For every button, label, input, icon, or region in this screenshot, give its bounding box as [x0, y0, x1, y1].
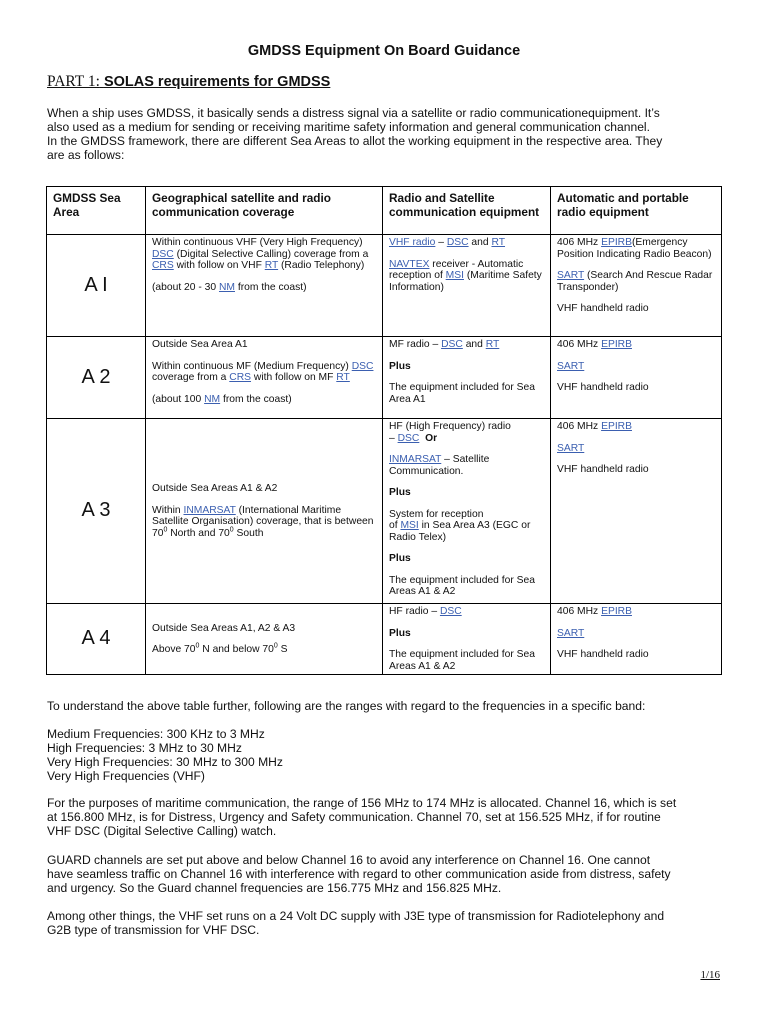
epirb-link[interactable]: EPIRB [601, 237, 632, 248]
paragraph-line: GUARD channels are set put above and below Channel 16 to avoid any interference on Channel 16. One cannot [47, 853, 651, 867]
rt-link[interactable]: RT [485, 339, 500, 350]
intro-line: When a ship uses GMDSS, it basically sends a distress signal via a satellite or radio communicationequipment. It’s [47, 106, 660, 120]
page-number: 1/16 [700, 969, 720, 981]
crs-link[interactable]: CRS [152, 260, 174, 271]
part-label: PART 1: [47, 73, 100, 90]
frequency-item: High Frequencies: 3 MHz to 30 MHz [47, 741, 242, 755]
dsc-link[interactable]: DSC [439, 606, 462, 617]
navtex-link[interactable]: NAVTEX [389, 258, 430, 270]
paragraph-line: VHF DSC (Digital Selective Calling) watch. [47, 824, 277, 838]
sea-area-a4: A 4 [47, 604, 146, 675]
dsc-link[interactable]: DSC [351, 360, 374, 372]
radio-equipment-cell: HF (High Frequency) radio – DSC Or INMARSAT – Satellite Communication. Plus System for reception of MSI in Sea Area A3 (EGC or Radio Telex) Plus The equipment included for Sea Areas A1 & A2 [383, 419, 551, 604]
sart-link[interactable]: SART [557, 360, 585, 372]
coverage-cell: Within continuous VHF (Very High Frequency) DSC (Digital Selective Calling) coverage from a CRS with follow on VHF RT (Radio Telephony) (about 20 - 30 NM from the coast) [146, 235, 383, 337]
frequency-item: Very High Frequencies (VHF) [47, 769, 205, 783]
inmarsat-link[interactable]: INMARSAT [183, 504, 236, 516]
document-title: GMDSS Equipment On Board Guidance [247, 43, 521, 59]
sart-link[interactable]: SART [557, 270, 585, 281]
nm-link[interactable]: NM [204, 393, 221, 405]
epirb-link[interactable]: EPIRB [601, 421, 632, 432]
sart-link[interactable]: SART [557, 627, 585, 639]
frequency-item: Medium Frequencies: 300 KHz to 3 MHz [47, 727, 265, 741]
msi-link[interactable]: MSI [445, 270, 464, 281]
portable-equipment-cell: 406 MHz EPIRB(Emergency Position Indicating Radio Beacon) SART (Search And Rescue Radar Transponder) VHF handheld radio [551, 235, 722, 337]
epirb-link[interactable]: EPIRB [601, 339, 632, 350]
part-title: SOLAS requirements for GMDSS [103, 74, 331, 90]
dsc-link[interactable]: DSC [441, 339, 463, 350]
radio-equipment-cell: MF radio – DSC and RT Plus The equipment included for Sea Area A1 [383, 337, 551, 419]
sea-area-a1: A I [47, 235, 146, 337]
plus-label: Plus [389, 553, 411, 564]
intro-line: are as follows: [47, 148, 125, 162]
portable-equipment-cell: 406 MHz EPIRB SART VHF handheld radio [551, 419, 722, 604]
table-row [47, 235, 722, 337]
vhf-paragraph [47, 909, 727, 937]
nm-link[interactable]: NM [218, 281, 235, 293]
maritime-paragraph [47, 796, 727, 838]
portable-equipment-cell: 406 MHz EPIRB SART VHF handheld radio [551, 604, 722, 675]
paragraph-line: at 156.800 MHz, is for Distress, Urgency and Safety communication. Channel 70, set at 156.525 MHz, if for routine [47, 810, 661, 824]
coverage-cell: Outside Sea Areas A1 & A2 Within INMARSAT (International Maritime Satellite Organisation) coverage, that is between $70^0$ North and $70^0$ South [146, 419, 383, 604]
msi-link[interactable]: MSI [400, 520, 419, 531]
intro-line: also used as a medium for sending or receiving maritime safety information and general communication channel. [47, 120, 650, 134]
after-table-line: To understand the above table further, following are the ranges with regard to the frequencies in a specific band: [47, 699, 646, 713]
epirb-link[interactable]: EPIRB [601, 606, 632, 617]
table-row [47, 337, 722, 419]
paragraph-line: and urgency. So the Guard channel frequencies are 156.775 MHz and 156.825 MHz. [47, 881, 502, 895]
table-row [47, 419, 722, 604]
table-header-row [47, 187, 722, 235]
inmarsat-link[interactable]: INMARSAT [389, 454, 442, 465]
intro-paragraph [47, 106, 727, 162]
table-row [47, 604, 722, 675]
coverage-cell: Outside Sea Areas A1, A2 & A3 Above $70^0$ N and below $70^0$ S [146, 604, 383, 675]
plus-label: Plus [389, 627, 411, 639]
rt-link[interactable]: RT [336, 372, 350, 383]
sart-link[interactable]: SART [557, 442, 585, 454]
intro-line: In the GMDSS framework, there are different Sea Areas to allot the working equipment in the respective area. They [47, 134, 663, 148]
sea-area-a2: A 2 [47, 337, 146, 419]
paragraph-line: Among other things, the VHF set runs on a 24 Volt DC supply with J3E type of transmission for Radiotelephony and [47, 909, 665, 923]
dsc-link[interactable]: DSC [152, 248, 174, 260]
radio-equipment-cell: VHF radio – DSC and RT NAVTEX receiver - Automatic reception of MSI (Maritime Safety Information) [383, 235, 551, 337]
after-table-paragraph [47, 699, 727, 713]
header-coverage: Geographical satellite and radio communication coverage [146, 187, 383, 235]
part-heading [47, 73, 330, 91]
header-sea-area: GMDSS Sea Area [47, 187, 146, 235]
radio-equipment-cell: HF radio – DSC Plus The equipment included for Sea Areas A1 & A2 [383, 604, 551, 675]
dsc-link[interactable]: DSC [397, 432, 420, 444]
guard-paragraph [47, 853, 727, 895]
frequency-list [47, 727, 727, 783]
rt-link[interactable]: RT [491, 237, 506, 248]
sea-area-a3: A 3 [47, 419, 146, 604]
header-radio-equipment: Radio and Satellite communication equipment [383, 187, 551, 235]
dsc-link[interactable]: DSC [446, 237, 469, 248]
paragraph-line: have seamless traffic on Channel 16 with interference with regard to other communication aside from distress, safety [47, 867, 671, 881]
coverage-cell: Outside Sea Area A1 Within continuous MF (Medium Frequency) DSC coverage from a CRS with follow on MF RT (about 100 NM from the coast) [146, 337, 383, 419]
vhf-radio-link[interactable]: VHF radio [389, 237, 436, 248]
paragraph-line: For the purposes of maritime communication, the range of 156 MHz to 174 MHz is allocated. Channel 16, which is set [47, 796, 677, 810]
gmdss-table [46, 186, 722, 675]
frequency-item: Very High Frequencies: 30 MHz to 300 MHz [47, 755, 283, 769]
paragraph-line: G2B type of transmission for VHF DSC. [47, 923, 260, 937]
rt-link[interactable]: RT [264, 260, 279, 271]
plus-label: Plus [389, 487, 411, 498]
plus-label: Plus [389, 360, 411, 372]
header-portable-equipment: Automatic and portable radio equipment [551, 187, 722, 235]
crs-link[interactable]: CRS [229, 372, 252, 383]
or-label: Or [425, 432, 438, 444]
portable-equipment-cell: 406 MHz EPIRB SART VHF handheld radio [551, 337, 722, 419]
